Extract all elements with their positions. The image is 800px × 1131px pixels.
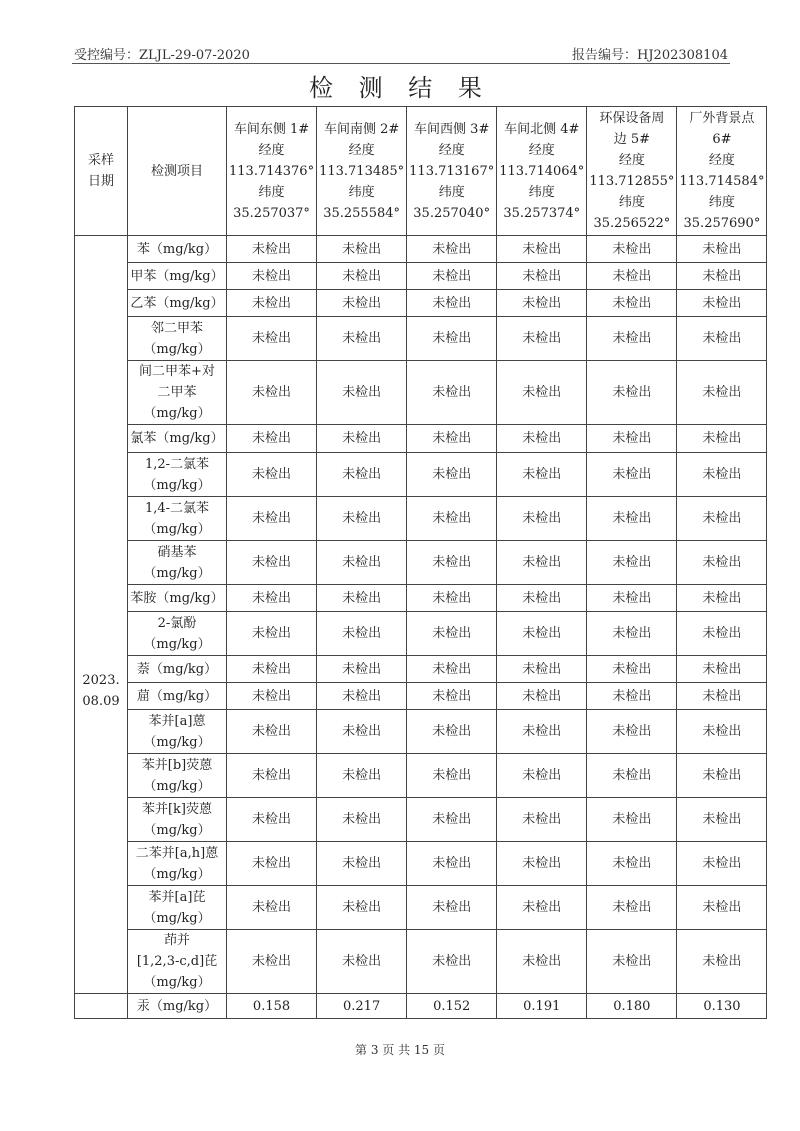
result-cell: 0.191 [497,994,587,1019]
report-number: 报告编号：HJ202308104 [572,48,728,63]
table-row [75,453,767,497]
result-cell: 未检出 [317,497,407,541]
result-cell: 未检出 [317,683,407,710]
result-cell: 未检出 [677,710,767,754]
result-cell: 未检出 [407,683,497,710]
page-title: 检 测 结 果 [309,74,491,102]
result-cell: 未检出 [317,263,407,290]
result-cell: 未检出 [587,497,677,541]
header-location-3: 车间西侧 3# 经度 113.713167° 纬度 35.257040° [407,107,497,236]
result-cell: 0.152 [407,994,497,1019]
result-cell: 未检出 [227,585,317,612]
result-cell: 未检出 [497,754,587,798]
table-row [75,317,767,361]
result-cell: 未检出 [317,453,407,497]
result-cell: 未检出 [227,886,317,930]
table-row [75,541,767,585]
table-row [75,886,767,930]
test-item-cell: 䓛（mg/kg） [128,683,227,710]
test-item-cell: 苯胺（mg/kg） [128,585,227,612]
table-row [75,683,767,710]
result-cell: 未检出 [587,683,677,710]
table-row [75,497,767,541]
table-row [75,236,767,263]
result-cell: 未检出 [497,290,587,317]
table-row [75,612,767,656]
result-cell: 未检出 [677,683,767,710]
result-cell: 未检出 [227,425,317,453]
result-cell: 未检出 [317,656,407,683]
result-cell: 未检出 [227,612,317,656]
page-number: 第 3 页 共 15 页 [355,1043,445,1057]
result-cell: 未检出 [317,541,407,585]
test-item-cell: 氯苯（mg/kg） [128,425,227,453]
result-cell: 未检出 [497,612,587,656]
result-cell: 未检出 [677,290,767,317]
result-cell: 未检出 [587,585,677,612]
result-cell: 未检出 [677,656,767,683]
header-location-2: 车间南侧 2# 经度 113.713485° 纬度 35.255584° [317,107,407,236]
result-cell: 未检出 [317,612,407,656]
result-cell: 未检出 [317,886,407,930]
result-cell: 未检出 [497,236,587,263]
test-item-cell: 二苯并[a,h]蒽 （mg/kg） [128,842,227,886]
test-item-cell: 邻二甲苯 （mg/kg） [128,317,227,361]
table-row [75,798,767,842]
result-cell: 未检出 [227,842,317,886]
result-cell: 未检出 [227,497,317,541]
header-location-5: 环保设备周 边 5# 经度 113.712855° 纬度 35.256522° [587,107,677,236]
result-cell: 未检出 [587,798,677,842]
result-cell: 未检出 [407,798,497,842]
result-cell: 未检出 [407,263,497,290]
result-cell: 未检出 [407,361,497,425]
table-row [75,994,767,1019]
test-item-cell: 萘（mg/kg） [128,656,227,683]
result-cell: 未检出 [587,263,677,290]
table-row [75,425,767,453]
test-item-cell: 苯并[b]荧蒽 （mg/kg） [128,754,227,798]
header-location-1: 车间东侧 1# 经度 113.714376° 纬度 35.257037° [227,107,317,236]
results-table [74,106,767,1019]
result-cell: 未检出 [317,842,407,886]
result-cell: 未检出 [587,453,677,497]
table-row [75,842,767,886]
result-cell: 未检出 [587,842,677,886]
result-cell: 未检出 [317,317,407,361]
result-cell: 未检出 [587,236,677,263]
result-cell: 未检出 [497,317,587,361]
test-item-cell: 苯并[k]荧蒽 （mg/kg） [128,798,227,842]
result-cell: 未检出 [677,886,767,930]
result-cell: 0.217 [317,994,407,1019]
result-cell: 未检出 [227,656,317,683]
result-cell: 未检出 [497,361,587,425]
result-cell: 未检出 [677,585,767,612]
result-cell: 未检出 [227,683,317,710]
result-cell: 未检出 [497,425,587,453]
result-cell: 未检出 [497,710,587,754]
table-row [75,710,767,754]
sample-date-cell-empty [75,994,128,1019]
result-cell: 未检出 [227,710,317,754]
result-cell: 未检出 [677,842,767,886]
sample-date-cell: 2023. 08.09 [75,236,128,994]
result-cell: 未检出 [497,453,587,497]
table-row [75,585,767,612]
test-item-cell: 甲苯（mg/kg） [128,263,227,290]
header-test-item: 检测项目 [128,107,227,236]
result-cell: 未检出 [497,886,587,930]
result-cell: 未检出 [407,290,497,317]
result-cell: 未检出 [587,541,677,585]
header-sample-date: 采样 日期 [75,107,128,236]
result-cell: 未检出 [587,425,677,453]
result-cell: 未检出 [677,612,767,656]
table-row [75,930,767,994]
result-cell: 未检出 [587,930,677,994]
result-cell: 未检出 [677,236,767,263]
result-cell: 未检出 [497,798,587,842]
result-cell: 未检出 [497,930,587,994]
test-item-cell: 2-氯酚 （mg/kg） [128,612,227,656]
result-cell: 未检出 [317,585,407,612]
result-cell: 未检出 [677,263,767,290]
result-cell: 未检出 [317,798,407,842]
result-cell: 未检出 [587,710,677,754]
table-row [75,290,767,317]
table-row [75,361,767,425]
test-item-cell: 茚并 [1,2,3-c,d]芘 （mg/kg） [128,930,227,994]
result-cell: 未检出 [407,497,497,541]
test-item-cell: 乙苯（mg/kg） [128,290,227,317]
result-cell: 未检出 [407,585,497,612]
result-cell: 未检出 [227,361,317,425]
test-item-cell: 汞（mg/kg） [128,994,227,1019]
result-cell: 未检出 [587,290,677,317]
table-row [75,656,767,683]
result-cell: 未检出 [677,798,767,842]
result-cell: 未检出 [407,425,497,453]
result-cell: 未检出 [587,361,677,425]
result-cell: 未检出 [407,754,497,798]
results-body [75,236,767,1019]
result-cell: 0.130 [677,994,767,1019]
result-cell: 未检出 [497,656,587,683]
result-cell: 未检出 [317,754,407,798]
result-cell: 未检出 [227,290,317,317]
result-cell: 未检出 [677,930,767,994]
result-cell: 未检出 [407,541,497,585]
table-row [75,263,767,290]
result-cell: 未检出 [407,886,497,930]
test-item-cell: 苯并[a]芘 （mg/kg） [128,886,227,930]
test-item-cell: 1,2-二氯苯 （mg/kg） [128,453,227,497]
result-cell: 未检出 [227,317,317,361]
result-cell: 未检出 [407,656,497,683]
result-cell: 未检出 [677,453,767,497]
result-cell: 未检出 [317,425,407,453]
result-cell: 未检出 [317,710,407,754]
test-item-cell: 1,4-二氯苯 （mg/kg） [128,497,227,541]
result-cell: 未检出 [497,683,587,710]
result-cell: 未检出 [407,612,497,656]
table-header-row [75,107,767,236]
result-cell: 未检出 [407,236,497,263]
result-cell: 未检出 [407,317,497,361]
result-cell: 未检出 [497,497,587,541]
result-cell: 未检出 [317,361,407,425]
result-cell: 未检出 [497,263,587,290]
result-cell: 未检出 [227,453,317,497]
result-cell: 未检出 [227,541,317,585]
result-cell: 未检出 [407,453,497,497]
test-item-cell: 苯（mg/kg） [128,236,227,263]
result-cell: 未检出 [317,930,407,994]
result-cell: 0.158 [227,994,317,1019]
result-cell: 未检出 [497,585,587,612]
header-location-4: 车间北侧 4# 经度 113.714064° 纬度 35.257374° [497,107,587,236]
result-cell: 0.180 [587,994,677,1019]
result-cell: 未检出 [587,317,677,361]
result-cell: 未检出 [587,754,677,798]
result-cell: 未检出 [587,612,677,656]
result-cell: 未检出 [677,425,767,453]
result-cell: 未检出 [677,317,767,361]
result-cell: 未检出 [227,263,317,290]
test-item-cell: 间二甲苯+对 二甲苯 （mg/kg） [128,361,227,425]
test-item-cell: 硝基苯 （mg/kg） [128,541,227,585]
result-cell: 未检出 [677,497,767,541]
result-cell: 未检出 [227,798,317,842]
result-cell: 未检出 [677,754,767,798]
result-cell: 未检出 [227,754,317,798]
control-number: 受控编号：ZLJL-29-07-2020 [74,48,250,63]
result-cell: 未检出 [227,236,317,263]
table-row [75,754,767,798]
result-cell: 未检出 [407,930,497,994]
result-cell: 未检出 [317,290,407,317]
result-cell: 未检出 [317,236,407,263]
result-cell: 未检出 [497,842,587,886]
result-cell: 未检出 [407,710,497,754]
header-location-6: 厂外背景点 6# 经度 113.714584° 纬度 35.257690° [677,107,767,236]
result-cell: 未检出 [587,656,677,683]
result-cell: 未检出 [227,930,317,994]
result-cell: 未检出 [677,541,767,585]
result-cell: 未检出 [497,541,587,585]
result-cell: 未检出 [587,886,677,930]
result-cell: 未检出 [677,361,767,425]
header-divider [72,63,730,64]
result-cell: 未检出 [407,842,497,886]
test-item-cell: 苯并[a]蒽 （mg/kg） [128,710,227,754]
